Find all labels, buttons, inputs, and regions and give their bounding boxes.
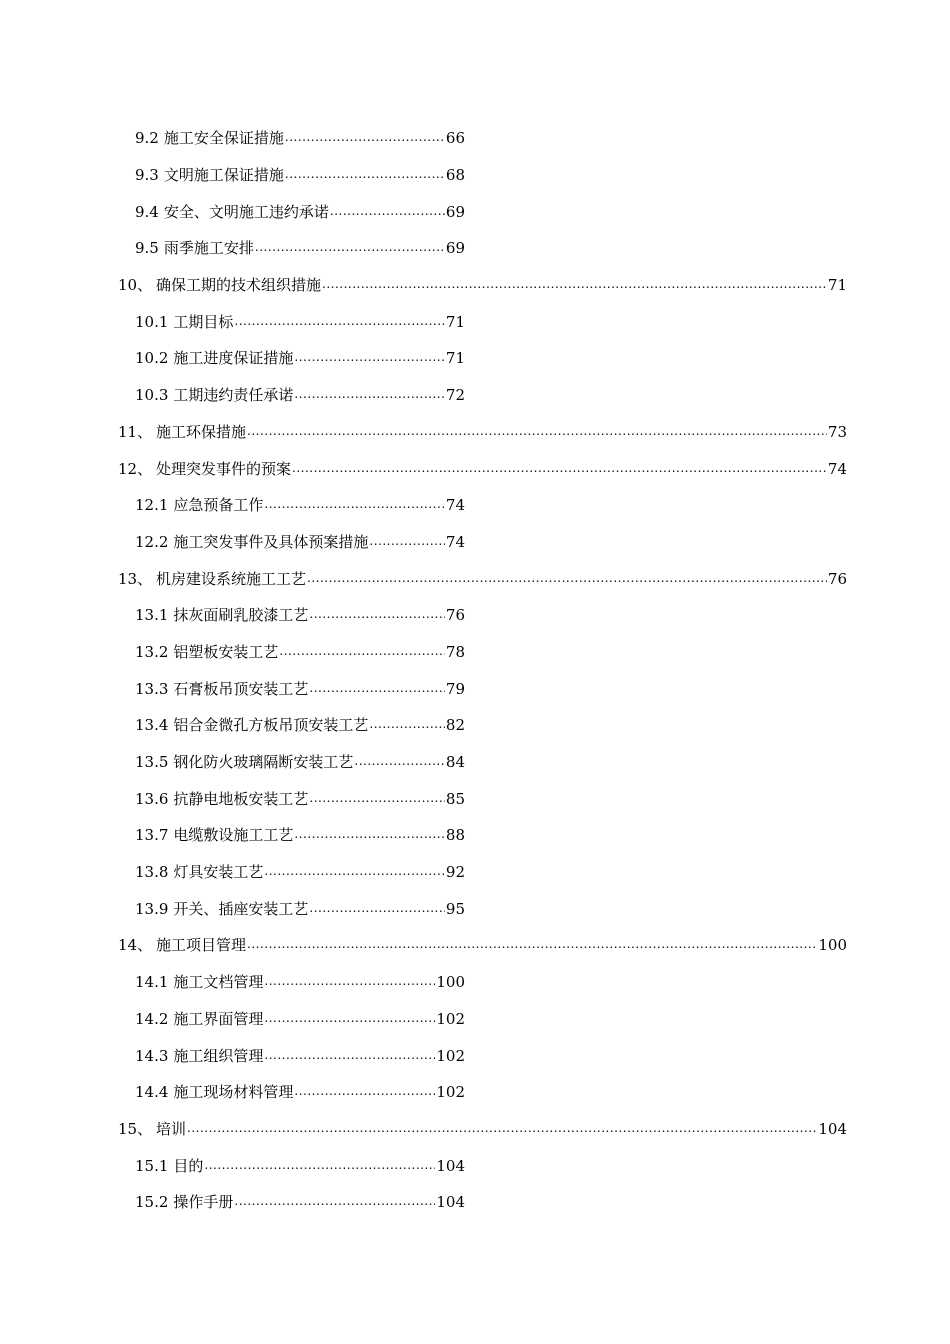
toc-chapter-entry[interactable]: [0, 560, 847, 597]
toc-entry-number: 9.5: [135, 239, 159, 258]
toc-dot-leader: [309, 605, 444, 625]
toc-page-number: 74: [445, 496, 465, 515]
toc-entry-title: 施工进度保证措施: [173, 349, 294, 368]
toc-entry-number: 15、: [118, 1119, 153, 1138]
toc-entry-number: 13.9: [135, 899, 169, 918]
toc-entry-number: 13.5: [135, 753, 169, 772]
toc-section-entry[interactable]: [0, 817, 465, 854]
toc-dot-leader: [264, 1009, 435, 1029]
toc-dot-leader: [294, 825, 444, 845]
toc-dot-leader: [264, 862, 444, 882]
toc-page-number: 74: [827, 459, 847, 478]
toc-page-number: 88: [445, 826, 465, 845]
toc-page-number: 74: [445, 532, 465, 551]
toc-page-number: 95: [445, 899, 465, 918]
toc-entry-number: 14.1: [135, 973, 169, 992]
toc-entry-title: 安全、文明施工违约承诺: [163, 202, 329, 221]
toc-entry-title: 施工环保措施: [156, 422, 247, 441]
toc-page-number: 78: [445, 642, 465, 661]
toc-section-entry[interactable]: [0, 1184, 465, 1221]
toc-entry-number: 13.6: [135, 789, 169, 808]
toc-entry-number: 10.1: [135, 312, 169, 331]
toc-page-number: 76: [445, 606, 465, 625]
toc-section-entry[interactable]: [0, 707, 465, 744]
toc-page-number: 66: [445, 129, 465, 148]
toc-page-number: 102: [436, 1046, 465, 1065]
toc-dot-leader: [330, 202, 445, 222]
toc-chapter-entry[interactable]: [0, 450, 847, 487]
toc-page-number: 92: [445, 863, 465, 882]
toc-entry-number: 10.3: [135, 386, 169, 405]
toc-page-number: 100: [818, 936, 847, 955]
toc-entry-number: 13.1: [135, 606, 169, 625]
toc-section-entry[interactable]: [0, 340, 465, 377]
toc-entry-number: 13、: [118, 569, 153, 588]
toc-entry-title: 工期目标: [173, 312, 234, 331]
toc-page-number: 73: [827, 422, 847, 441]
table-of-contents: [0, 120, 950, 1221]
toc-entry-title: 工期违约责任承诺: [173, 386, 294, 405]
toc-entry-title: 铝合金微孔方板吊顶安装工艺: [173, 716, 369, 735]
toc-page-number: 69: [445, 239, 465, 258]
toc-dot-leader: [234, 312, 444, 332]
toc-section-entry[interactable]: [0, 303, 465, 340]
toc-entry-title: 施工界面管理: [173, 1009, 264, 1028]
toc-page-number: 72: [445, 386, 465, 405]
toc-entry-title: 操作手册: [173, 1193, 234, 1212]
toc-entry-title: 石膏板吊顶安装工艺: [173, 679, 309, 698]
toc-entry-title: 施工现场材料管理: [173, 1083, 294, 1102]
toc-entry-number: 12、: [118, 459, 153, 478]
toc-entry-number: 13.7: [135, 826, 169, 845]
toc-entry-title: 文明施工保证措施: [163, 166, 284, 185]
toc-entry-number: 14、: [118, 936, 153, 955]
toc-page-number: 69: [445, 202, 465, 221]
toc-entry-title: 钢化防火玻璃隔断安装工艺: [173, 753, 354, 772]
toc-entry-title: 施工项目管理: [156, 936, 247, 955]
toc-entry-title: 目的: [173, 1156, 204, 1175]
toc-dot-leader: [285, 165, 445, 185]
toc-entry-title: 施工突发事件及具体预案措施: [173, 532, 369, 551]
toc-dot-leader: [294, 385, 444, 405]
toc-section-entry[interactable]: [0, 157, 465, 194]
toc-entry-number: 14.3: [135, 1046, 169, 1065]
toc-dot-leader: [309, 899, 444, 919]
toc-entry-number: 13.8: [135, 863, 169, 882]
toc-entry-number: 9.4: [135, 202, 159, 221]
toc-entry-title: 雨季施工安排: [163, 239, 254, 258]
toc-section-entry[interactable]: [0, 890, 465, 927]
toc-section-entry[interactable]: [0, 964, 465, 1001]
toc-dot-leader: [292, 459, 827, 479]
toc-entry-title: 应急预备工作: [173, 496, 264, 515]
toc-section-entry[interactable]: [0, 854, 465, 891]
toc-dot-leader: [294, 348, 444, 368]
toc-dot-leader: [264, 1046, 435, 1066]
toc-page-number: 104: [436, 1193, 465, 1212]
toc-section-entry[interactable]: [0, 524, 465, 561]
toc-entry-title: 施工组织管理: [173, 1046, 264, 1065]
toc-dot-leader: [255, 238, 445, 258]
toc-entry-number: 12.1: [135, 496, 169, 515]
toc-dot-leader: [264, 495, 444, 515]
toc-dot-leader: [309, 679, 444, 699]
toc-section-entry[interactable]: [0, 597, 465, 634]
toc-section-entry[interactable]: [0, 744, 465, 781]
toc-dot-leader: [264, 972, 435, 992]
toc-page-number: 102: [436, 1083, 465, 1102]
toc-dot-leader: [322, 275, 827, 295]
toc-dot-leader: [294, 1082, 435, 1102]
toc-section-entry[interactable]: [0, 1001, 465, 1038]
toc-section-entry[interactable]: [0, 1037, 465, 1074]
toc-section-entry[interactable]: [0, 780, 465, 817]
toc-page-number: 79: [445, 679, 465, 698]
toc-entry-number: 10、: [118, 276, 153, 295]
toc-chapter-entry[interactable]: [0, 1111, 847, 1148]
toc-dot-leader: [285, 128, 445, 148]
toc-page-number: 76: [827, 569, 847, 588]
toc-entry-number: 14.4: [135, 1083, 169, 1102]
toc-section-entry[interactable]: [0, 120, 465, 157]
toc-section-entry[interactable]: [0, 1074, 465, 1111]
toc-page-number: 104: [818, 1119, 847, 1138]
toc-dot-leader: [369, 715, 444, 735]
toc-entry-title: 铝塑板安装工艺: [173, 642, 279, 661]
toc-entry-number: 15.1: [135, 1156, 169, 1175]
toc-entry-title: 确保工期的技术组织措施: [156, 276, 322, 295]
toc-page-number: 100: [436, 973, 465, 992]
toc-section-entry[interactable]: [0, 1147, 465, 1184]
toc-section-entry[interactable]: [0, 670, 465, 707]
toc-entry-number: 10.2: [135, 349, 169, 368]
toc-entry-number: 9.2: [135, 129, 159, 148]
toc-entry-title: 抗静电地板安装工艺: [173, 789, 309, 808]
toc-entry-title: 处理突发事件的预案: [156, 459, 292, 478]
toc-entry-number: 12.2: [135, 532, 169, 551]
toc-chapter-entry[interactable]: [0, 414, 847, 451]
toc-page-number: 85: [445, 789, 465, 808]
toc-dot-leader: [204, 1156, 435, 1176]
toc-entry-number: 13.2: [135, 642, 169, 661]
toc-page-number: 71: [827, 276, 847, 295]
toc-section-entry[interactable]: [0, 377, 465, 414]
toc-dot-leader: [234, 1192, 435, 1212]
toc-section-entry[interactable]: [0, 487, 465, 524]
toc-section-entry[interactable]: [0, 634, 465, 671]
toc-chapter-entry[interactable]: [0, 267, 847, 304]
toc-entry-title: 抹灰面刷乳胶漆工艺: [173, 606, 309, 625]
toc-page-number: 102: [436, 1009, 465, 1028]
toc-entry-number: 9.3: [135, 166, 159, 185]
toc-entry-number: 11、: [118, 422, 153, 441]
toc-entry-title: 电缆敷设施工工艺: [173, 826, 294, 845]
toc-page-number: 84: [445, 753, 465, 772]
toc-dot-leader: [369, 532, 444, 552]
toc-page-number: 104: [436, 1156, 465, 1175]
toc-dot-leader: [279, 642, 444, 662]
toc-page-number: 82: [445, 716, 465, 735]
toc-entry-number: 13.3: [135, 679, 169, 698]
toc-entry-title: 灯具安装工艺: [173, 863, 264, 882]
toc-dot-leader: [309, 789, 444, 809]
toc-entry-number: 13.4: [135, 716, 169, 735]
toc-entry-title: 培训: [156, 1119, 187, 1138]
toc-page-number: 71: [445, 349, 465, 368]
toc-entry-number: 14.2: [135, 1009, 169, 1028]
toc-dot-leader: [187, 1119, 817, 1139]
toc-chapter-entry[interactable]: [0, 927, 847, 964]
toc-dot-leader: [247, 422, 827, 442]
toc-page-number: 71: [445, 312, 465, 331]
toc-entry-title: 施工安全保证措施: [163, 129, 284, 148]
toc-page-number: 68: [445, 166, 465, 185]
toc-section-entry[interactable]: [0, 193, 465, 230]
toc-section-entry[interactable]: [0, 230, 465, 267]
toc-entry-title: 开关、插座安装工艺: [173, 899, 309, 918]
toc-dot-leader: [307, 569, 827, 589]
toc-entry-number: 15.2: [135, 1193, 169, 1212]
toc-entry-title: 施工文档管理: [173, 973, 264, 992]
toc-entry-title: 机房建设系统施工工艺: [156, 569, 307, 588]
toc-dot-leader: [354, 752, 444, 772]
toc-dot-leader: [247, 935, 817, 955]
